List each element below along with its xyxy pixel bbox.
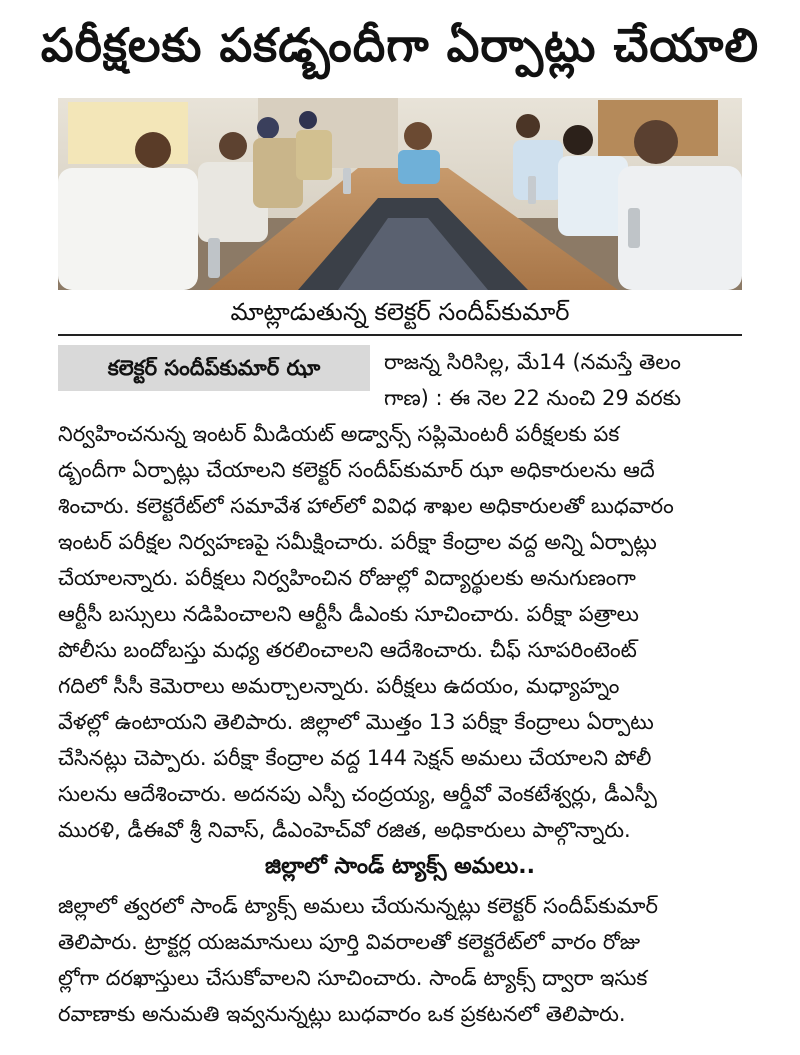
body-line: రవాణాకు అనుమతి ఇవ్వనున్నట్లు బుధవారం ఒక ప్రకటనలో తెలిపారు.	[58, 1002, 626, 1026]
photo-caption-bar	[58, 290, 742, 336]
body-line: రాజన్న సిరిసిల్ల, మే14 (నమస్తే తెలం	[384, 350, 681, 374]
headline: పరీక్షలకు పకడ్బందీగా ఏర్పాట్లు చేయాలి	[40, 18, 760, 72]
sub-heading: జిల్లాలో సాండ్‌ ట్యాక్స్‌ అమలు..	[265, 854, 535, 879]
body-line: పోలీసు బందోబస్తు మధ్య తరలించాలని ఆదేశించారు. చీఫ్‌ సూపరింటెంట్‌	[58, 638, 637, 662]
news-photo	[58, 98, 742, 290]
body-line: నిర్వహించనున్న ఇంటర్‌ మీడియట్‌ అడ్వాన్స్‌ సప్లిమెంటరీ పరీక్షలకు పక	[58, 422, 620, 446]
body-line: మురళి, డీఈవో శ్రీ నివాస్‌, డీఎంహెచ్‌వో రజిత, అధికారులు పాల్గొన్నారు.	[58, 818, 631, 842]
body-line: వేళల్లో ఉంటాయని తెలిపారు. జిల్లాలో మొత్తం 13 పరీక్షా కేంద్రాలు ఏర్పాటు	[58, 710, 654, 734]
body-line: డ్బందీగా ఏర్పాట్లు చేయాలని కలెక్టర్‌ సందీప్‌కుమార్‌ ఝా అధికారులను ఆదే	[58, 458, 655, 482]
body-line: గాణ) : ఈ నెల 22 నుంచి 29 వరకు	[384, 386, 681, 410]
body-line: చేయాలన్నారు. పరీక్షలు నిర్వహించిన రోజుల్లో విద్యార్థులకు అనుగుణంగా	[58, 566, 636, 590]
byline: కలెక్టర్‌ సందీప్‌కుమార్‌ ఝా	[107, 356, 321, 380]
byline-box	[58, 345, 370, 391]
body-line: ల్లోగా దరఖాస్తులు చేసుకోవాలని సూచించారు. సాండ్‌ ట్యాక్స్‌ ద్వారా ఇసుక	[58, 966, 648, 990]
photo-caption: మాట్లాడుతున్న కలెక్టర్‌ సందీప్‌కుమార్‌	[230, 298, 570, 326]
body-line: సులను ఆదేశించారు. అదనపు ఎస్పీ చంద్రయ్య, ఆర్డీవో వెంకటేశ్వర్లు, డీఎస్పీ	[58, 782, 657, 806]
body-line: శించారు. కలెక్టరేట్‌లో సమావేశ హాల్‌లో వివిధ శాఖల అధికారులతో బుధవారం	[58, 494, 674, 518]
body-line: ఆర్టీసీ బస్సులు నడిపించాలని ఆర్టీసీ డీఎంకు సూచించారు. పరీక్షా పత్రాలు	[58, 602, 639, 626]
body-line: గదిలో సీసీ కెమెరాలు అమర్చాలన్నారు. పరీక్షలు ఉదయం, మధ్యాహ్నం	[58, 674, 620, 698]
body-line: తెలిపారు. ట్రాక్టర్ల యజమానులు పూర్తి వివరాలతో కలెక్టరేట్‌లో వారం రోజు	[58, 930, 641, 954]
body-line: జిల్లాలో త్వరలో సాండ్‌ ట్యాక్స్‌ అమలు చేయనున్నట్లు కలెక్టర్‌ సందీప్‌కుమార్‌	[58, 894, 658, 918]
body-line: ఇంటర్‌ పరీక్షల నిర్వహణపై సమీక్షించారు. పరీక్షా కేంద్రాల వద్ద అన్ని ఏర్పాట్లు	[58, 530, 657, 554]
body-line: చేసినట్లు చెప్పారు. పరీక్షా కేంద్రాల వద్ద 144 సెక్షన్‌ అమలు చేయాలని పోలీ	[58, 746, 652, 770]
